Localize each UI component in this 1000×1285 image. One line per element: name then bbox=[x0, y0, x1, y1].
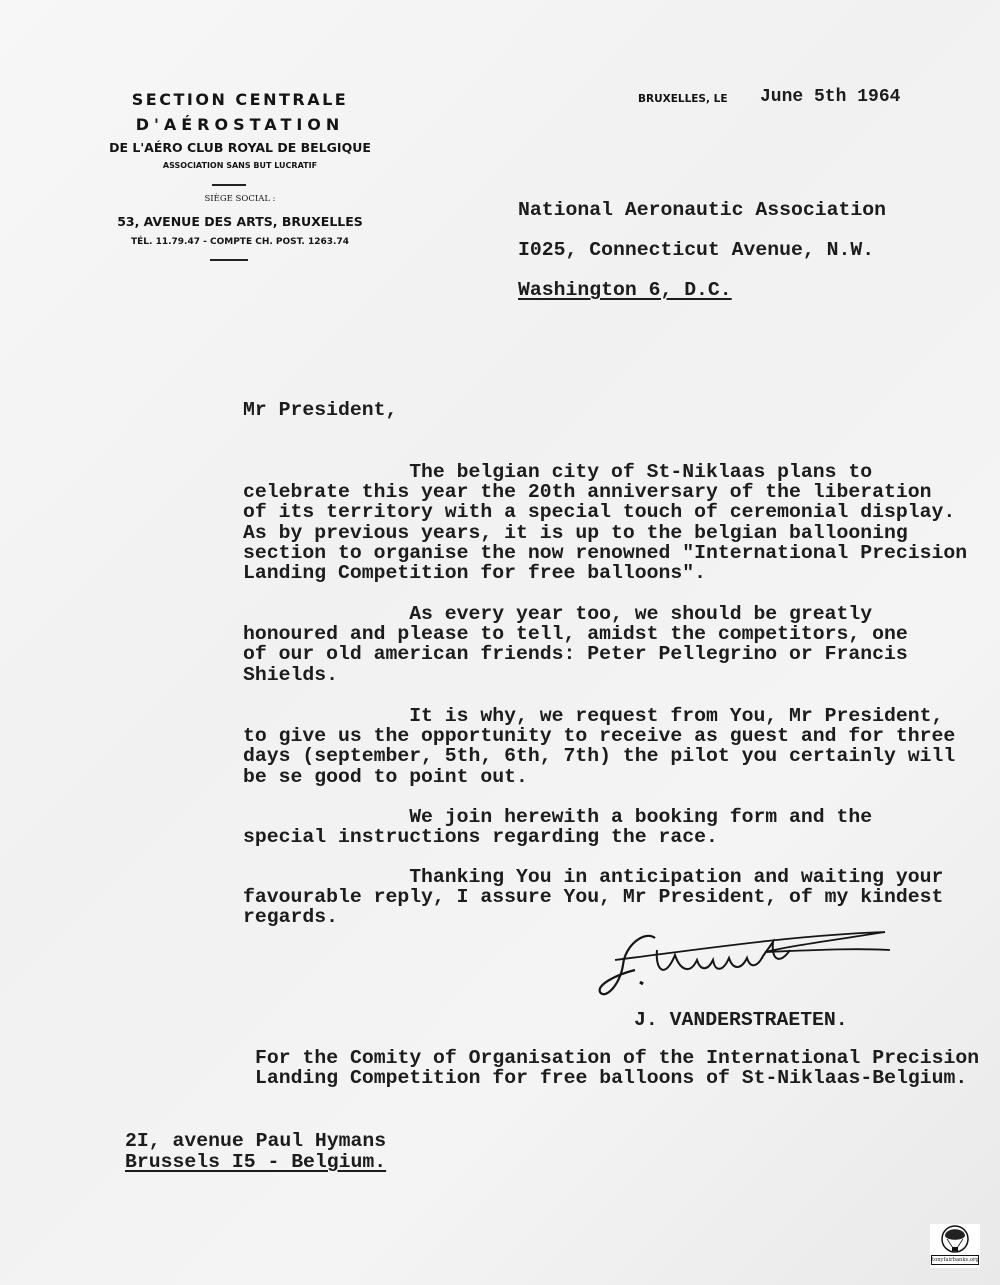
letterhead-divider bbox=[212, 184, 246, 186]
dateline-place: BRUXELLES, LE bbox=[638, 93, 728, 105]
paragraph-line: celebrate this year the 20th anniversary of the liberation bbox=[243, 481, 932, 504]
paragraph-2 bbox=[243, 604, 908, 685]
paragraph-line: Thanking You in anticipation and waiting your bbox=[243, 866, 944, 888]
recipient-line-3: Washington 6, D.C. bbox=[518, 279, 732, 301]
handwritten-signature bbox=[595, 920, 895, 1010]
committee-line-1: For the Comity of Organisation of the International Precision bbox=[255, 1047, 980, 1069]
watermark-text: tonyfairbanks.org bbox=[932, 1257, 979, 1263]
paragraph-line: days (september, 5th, 6th, 7th) the pilot you certainly will bbox=[243, 745, 956, 768]
paragraph-line: The belgian city of St-Niklaas plans to bbox=[243, 461, 873, 483]
balloon-icon bbox=[930, 1224, 980, 1256]
paragraph-line: As every year too, we should be greatly bbox=[243, 603, 873, 625]
letterhead-subtitle: D'AÉROSTATION bbox=[135, 115, 345, 134]
paragraph-line: Landing Competition for free balloons". bbox=[243, 561, 706, 584]
paragraph-line: Shields. bbox=[243, 663, 338, 686]
paragraph-line: of its territory with a special touch of ceremonial display. bbox=[243, 501, 956, 524]
letterhead-club: DE L'AÉRO CLUB ROYAL DE BELGIQUE bbox=[109, 140, 371, 155]
recipient-line-2: I025, Connecticut Avenue, N.W. bbox=[518, 239, 875, 261]
letterhead-title: SECTION CENTRALE bbox=[131, 90, 349, 109]
letterhead-phone: TÉL. 11.79.47 - COMPTE CH. POST. 1263.74 bbox=[131, 237, 349, 247]
sender-address-line-1: 2I, avenue Paul Hymans bbox=[125, 1130, 387, 1152]
paragraph-line: regards. bbox=[243, 906, 338, 929]
paragraph-line: It is why, we request from You, Mr President, bbox=[243, 705, 944, 727]
paragraph-line: to give us the opportunity to receive as guest and for three bbox=[243, 725, 956, 748]
letterhead-siege-label: SIÈGE SOCIAL : bbox=[204, 194, 276, 204]
watermark-logo bbox=[930, 1224, 980, 1268]
paragraph-5 bbox=[243, 867, 943, 928]
committee-line bbox=[255, 1048, 979, 1088]
paragraph-line: honoured and please to tell, amidst the competitors, one bbox=[243, 623, 908, 646]
letterhead-association: ASSOCIATION SANS BUT LUCRATIF bbox=[162, 161, 318, 170]
paragraph-line: of our old american friends: Peter Pellegrino or Francis bbox=[243, 643, 908, 666]
salutation: Mr President, bbox=[243, 399, 398, 421]
recipient-line-1: National Aeronautic Association bbox=[518, 199, 886, 221]
paragraph-line: be se good to point out. bbox=[243, 765, 528, 788]
paragraph-line: favourable reply, I assure You, Mr President, of my kindest bbox=[243, 886, 944, 909]
committee-line-2: Landing Competition for free balloons of St-Niklaas-Belgium. bbox=[255, 1067, 968, 1090]
paragraph-line: special instructions regarding the race. bbox=[243, 826, 718, 849]
paragraph-4 bbox=[243, 807, 872, 847]
paragraph-1 bbox=[243, 462, 967, 583]
sender-address-line-2: Brussels I5 - Belgium. bbox=[125, 1151, 387, 1173]
typed-signer-name: J. VANDERSTRAETEN. bbox=[634, 1009, 848, 1031]
paragraph-line: As by previous years, it is up to the belgian ballooning bbox=[243, 521, 908, 544]
paragraph-line: section to organise the now renowned "International Precision bbox=[243, 541, 968, 564]
paragraph-3 bbox=[243, 706, 955, 787]
letter-date: June 5th 1964 bbox=[760, 87, 901, 107]
letterhead-address: 53, AVENUE DES ARTS, BRUXELLES bbox=[117, 214, 363, 229]
paragraph-line: We join herewith a booking form and the bbox=[243, 806, 873, 828]
letterhead-divider-bottom bbox=[210, 259, 248, 261]
